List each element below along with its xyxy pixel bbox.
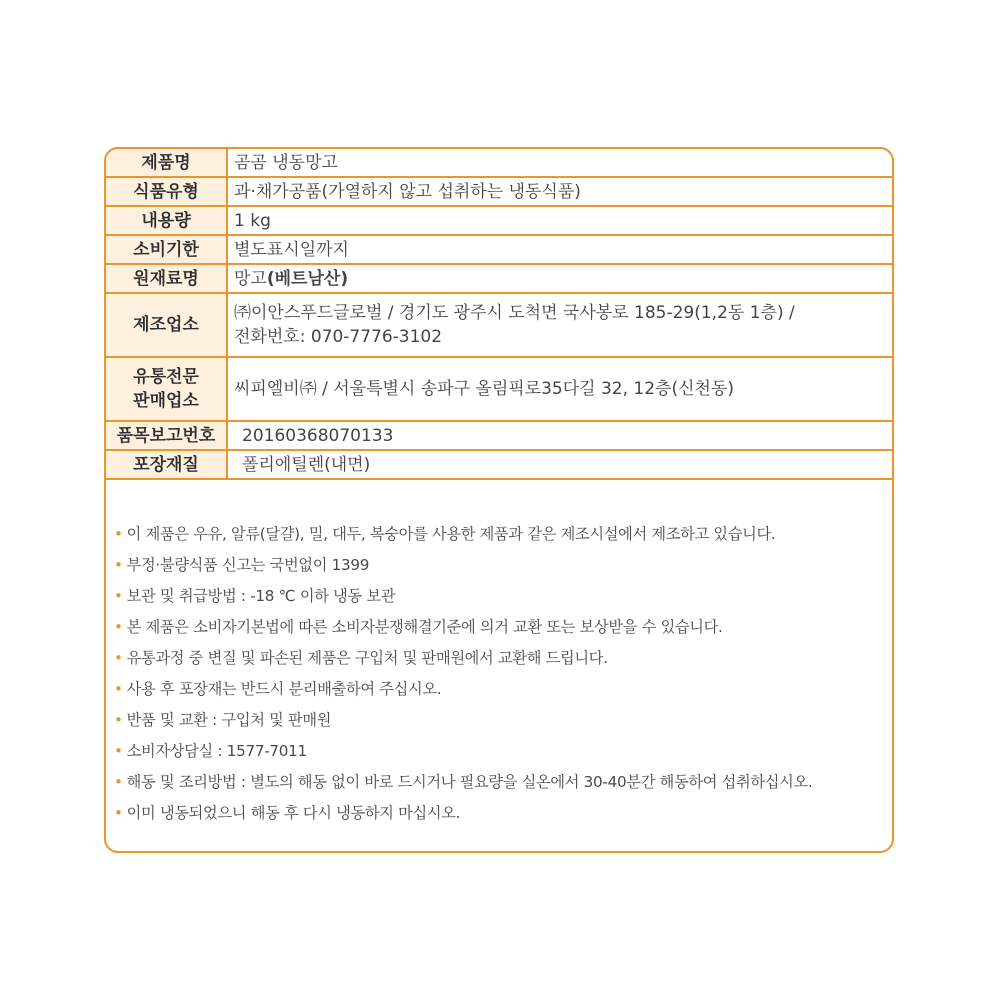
value-ingredients [227, 264, 892, 293]
notice-item [114, 550, 890, 581]
notice-item [114, 705, 890, 736]
value-packaging: 폴리에틸렌(내면) [227, 450, 892, 479]
notice-text: 본 제품은 소비자기본법에 따른 소비자분쟁해결기준에 의거 교환 또는 보상받을 수 있습니다. [126, 618, 723, 636]
manufacturer-phone: 전화번호: 070-7776-3102 [234, 327, 443, 347]
row-product-name [106, 149, 892, 177]
bullet-icon: • [114, 711, 123, 729]
value-distributor: 씨피엘비㈜ / 서울특별시 송파구 올림픽로35다길 32, 12층(신천동) [227, 357, 892, 421]
bullet-icon: • [114, 742, 123, 760]
notice-text: 보관 및 취급방법 : -18 ℃ 이하 냉동 보관 [126, 587, 396, 605]
ingredient-name: 망고 [234, 268, 267, 289]
bullet-icon: • [114, 680, 123, 698]
notice-item [114, 581, 890, 612]
label-product-name: 제품명 [106, 149, 227, 177]
label-food-type: 식품유형 [106, 177, 227, 206]
bullet-icon: • [114, 649, 123, 667]
bullet-icon: • [114, 773, 123, 791]
label-net-weight: 내용량 [106, 206, 227, 235]
notice-item [114, 643, 890, 674]
row-food-type [106, 177, 892, 206]
bullet-icon: • [114, 587, 123, 605]
notice-item [114, 767, 890, 798]
notice-item [114, 736, 890, 767]
label-manufacturer: 제조업소 [106, 293, 227, 357]
notice-text: 부정·불량식품 신고는 국번없이 1399 [126, 556, 370, 574]
row-ingredients [106, 264, 892, 293]
label-distributor-line2: 판매업소 [133, 391, 199, 411]
row-net-weight [106, 206, 892, 235]
label-report-number: 품목보고번호 [106, 421, 227, 450]
notice-list [114, 519, 890, 829]
row-manufacturer [106, 293, 892, 357]
notice-item [114, 798, 890, 829]
value-manufacturer [227, 293, 892, 357]
ingredient-origin: (베트남산) [266, 268, 349, 289]
notice-text: 소비자상담실 : 1577-7011 [126, 742, 307, 760]
row-distributor [106, 357, 892, 421]
bullet-icon: • [114, 618, 123, 636]
label-ingredients: 원재료명 [106, 264, 227, 293]
bullet-icon: • [114, 804, 123, 822]
notice-text: 이 제품은 우유, 알류(달걀), 밀, 대두, 복숭아를 사용한 제품과 같은 제조시설에서 제조하고 있습니다. [126, 525, 776, 543]
label-packaging: 포장재질 [106, 450, 227, 479]
row-packaging [106, 450, 892, 479]
notice-text: 유통과정 중 변질 및 파손된 제품은 구입처 및 판매원에서 교환해 드립니다. [126, 649, 608, 667]
product-info-table [106, 149, 892, 480]
manufacturer-address: ㈜이안스푸드글로벌 / 경기도 광주시 도척면 국사봉로 185-29(1,2동 1층) / [234, 303, 795, 323]
notice-text: 이미 냉동되었으니 해동 후 다시 냉동하지 마십시오. [126, 804, 461, 822]
notice-item [114, 674, 890, 705]
value-report-number: 20160368070133 [227, 421, 892, 450]
notice-text: 사용 후 포장재는 반드시 분리배출하여 주십시오. [126, 680, 442, 698]
label-distributor [106, 357, 227, 421]
row-report-number [106, 421, 892, 450]
notice-item [114, 612, 890, 643]
value-product-name: 곰곰 냉동망고 [227, 149, 892, 177]
bullet-icon: • [114, 556, 123, 574]
label-expiry: 소비기한 [106, 235, 227, 264]
notice-text: 해동 및 조리방법 : 별도의 해동 없이 바로 드시거나 필요량을 실온에서 30-40분간 해동하여 섭취하십시오. [126, 773, 813, 791]
product-info-panel [104, 147, 894, 853]
bullet-icon: • [114, 525, 123, 543]
value-net-weight: 1 kg [227, 206, 892, 235]
notice-item [114, 519, 890, 550]
value-food-type: 과·채가공품(가열하지 않고 섭취하는 냉동식품) [227, 177, 892, 206]
label-distributor-line1: 유통전문 [133, 367, 199, 387]
notice-text: 반품 및 교환 : 구입처 및 판매원 [126, 711, 332, 729]
row-expiry [106, 235, 892, 264]
value-expiry: 별도표시일까지 [227, 235, 892, 264]
